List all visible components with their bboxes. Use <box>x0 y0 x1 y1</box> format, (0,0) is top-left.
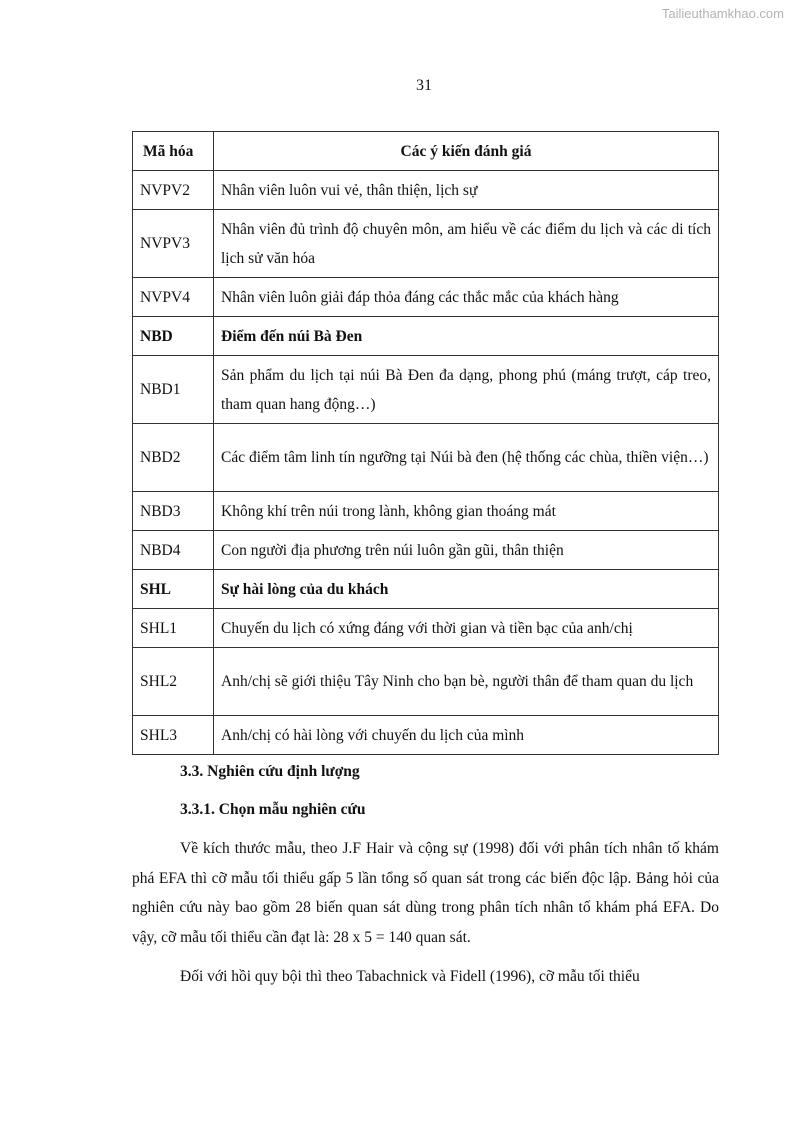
row-code: SHL1 <box>133 609 214 648</box>
watermark: Tailieuthamkhao.com <box>661 6 784 21</box>
table-row <box>133 531 719 570</box>
row-description: Chuyến du lịch có xứng đáng với thời gian và tiền bạc của anh/chị <box>214 609 719 648</box>
table-group-row <box>133 570 719 609</box>
table-row <box>133 609 719 648</box>
table-row <box>133 648 719 716</box>
header-code: Mã hóa <box>133 132 214 171</box>
table-row <box>133 171 719 210</box>
row-description: Nhân viên luôn giải đáp thỏa đáng các thắc mắc của khách hàng <box>214 278 719 317</box>
row-description: Nhân viên đủ trình độ chuyên môn, am hiểu về các điểm du lịch và các di tích lịch sử văn hóa <box>214 210 719 278</box>
table-row <box>133 492 719 531</box>
table-row <box>133 210 719 278</box>
row-code: NVPV3 <box>133 210 214 278</box>
table-group-row <box>133 317 719 356</box>
subsection-heading: 3.3.1. Chọn mẫu nghiên cứu <box>180 801 366 818</box>
table-row <box>133 424 719 492</box>
header-description: Các ý kiến đánh giá <box>214 132 719 171</box>
page-number: 31 <box>416 77 432 94</box>
row-code: NVPV2 <box>133 171 214 210</box>
table-row <box>133 716 719 755</box>
row-description: Sản phẩm du lịch tại núi Bà Đen đa dạng, phong phú (máng trượt, cáp treo, tham quan hang động…) <box>214 356 719 424</box>
row-description: Con người địa phương trên núi luôn gần gũi, thân thiện <box>214 531 719 570</box>
row-code: NBD3 <box>133 492 214 531</box>
table-header-row <box>133 132 719 171</box>
row-description: Không khí trên núi trong lành, không gian thoáng mát <box>214 492 719 531</box>
table-row <box>133 278 719 317</box>
row-code: NBD1 <box>133 356 214 424</box>
row-description: Nhân viên luôn vui vẻ, thân thiện, lịch sự <box>214 171 719 210</box>
body-paragraph: Đối với hồi quy bội thì theo Tabachnick và Fidell (1996), cỡ mẫu tối thiểu <box>180 968 640 985</box>
row-description: Các điểm tâm linh tín ngưỡng tại Núi bà đen (hệ thống các chùa, thiền viện…) <box>214 424 719 492</box>
group-code: SHL <box>133 570 214 609</box>
row-description: Anh/chị sẽ giới thiệu Tây Ninh cho bạn bè, người thân để tham quan du lịch <box>214 648 719 716</box>
section-heading: 3.3. Nghiên cứu định lượng <box>180 763 360 780</box>
group-title: Sự hài lòng của du khách <box>214 570 719 609</box>
group-title: Điểm đến núi Bà Đen <box>214 317 719 356</box>
evaluation-table <box>132 131 719 755</box>
table-row <box>133 356 719 424</box>
row-code: NBD4 <box>133 531 214 570</box>
row-code: NBD2 <box>133 424 214 492</box>
row-code: NVPV4 <box>133 278 214 317</box>
group-code: NBD <box>133 317 214 356</box>
body-paragraph: Về kích thước mẫu, theo J.F Hair và cộng sự (1998) đối với phân tích nhân tố khám phá EFA thì cỡ mẫu tối thiểu gấp 5 lần tổng số quan sát trong các biến độc lập. Bảng hỏi của nghiên cứu này bao gồm 28 biến quan sát dùng trong phân tích nhân tố khám phá EFA. Do vậy, cỡ mẫu tối thiểu cần đạt là: 28 x 5 = 140 quan sát. <box>132 840 719 946</box>
row-description: Anh/chị có hài lòng với chuyến du lịch của mình <box>214 716 719 755</box>
row-code: SHL2 <box>133 648 214 716</box>
row-code: SHL3 <box>133 716 214 755</box>
